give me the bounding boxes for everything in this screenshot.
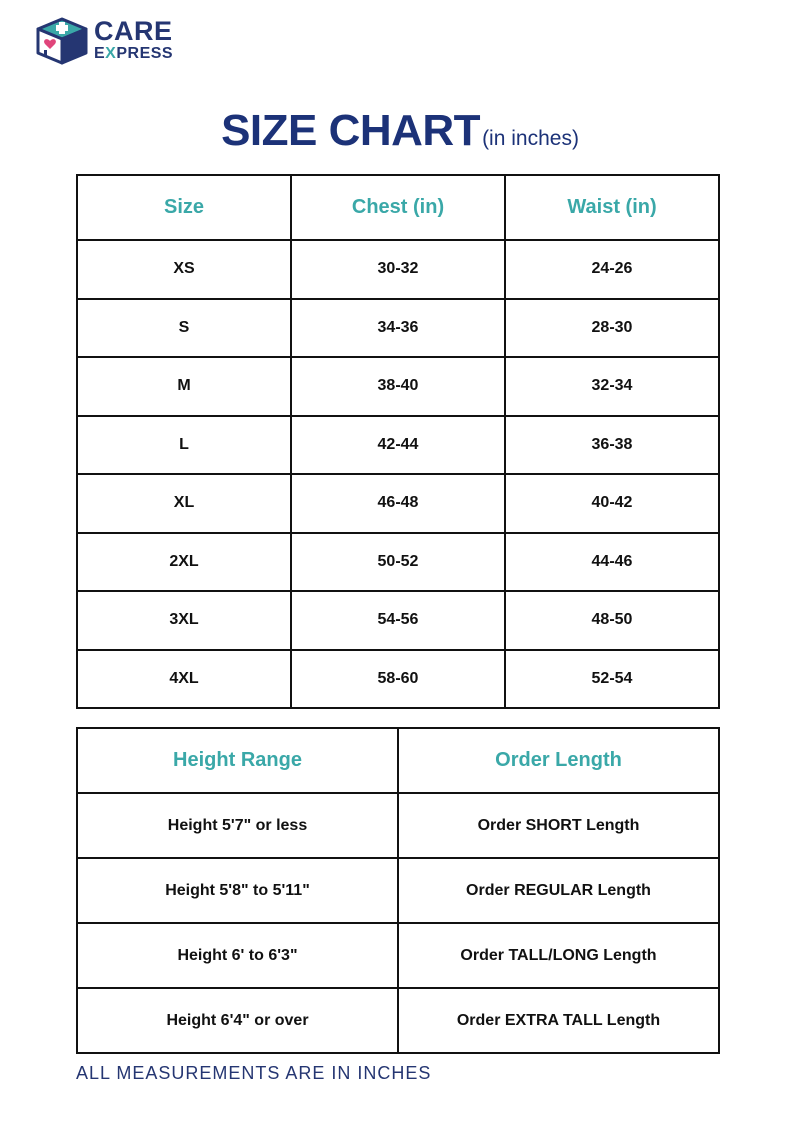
brand-name-line1: CARE	[94, 16, 173, 46]
size-cell: 2XL	[77, 533, 291, 592]
table-row	[77, 988, 719, 1053]
chest-cell: 46-48	[291, 474, 505, 533]
table-row	[77, 240, 719, 299]
order-length-cell: Order TALL/LONG Length	[398, 923, 719, 988]
length-table	[76, 727, 720, 1054]
order-length-cell: Order EXTRA TALL Length	[398, 988, 719, 1053]
size-cell: S	[77, 299, 291, 358]
chest-cell: 42-44	[291, 416, 505, 475]
size-table-header-row	[77, 175, 719, 240]
chest-cell: 30-32	[291, 240, 505, 299]
table-row	[77, 299, 719, 358]
column-header-size: Size	[77, 175, 291, 240]
size-cell: M	[77, 357, 291, 416]
table-row	[77, 416, 719, 475]
height-range-cell: Height 6'4" or over	[77, 988, 398, 1053]
table-row	[77, 591, 719, 650]
table-row	[77, 793, 719, 858]
column-header-chest: Chest (in)	[291, 175, 505, 240]
waist-cell: 32-34	[505, 357, 719, 416]
order-length-cell: Order REGULAR Length	[398, 858, 719, 923]
size-table	[76, 174, 720, 709]
chest-cell: 34-36	[291, 299, 505, 358]
size-cell: XS	[77, 240, 291, 299]
waist-cell: 48-50	[505, 591, 719, 650]
table-row	[77, 858, 719, 923]
height-range-cell: Height 5'7" or less	[77, 793, 398, 858]
table-row	[77, 357, 719, 416]
size-cell: 4XL	[77, 650, 291, 709]
waist-cell: 24-26	[505, 240, 719, 299]
size-cell: L	[77, 416, 291, 475]
height-range-cell: Height 6' to 6'3"	[77, 923, 398, 988]
page-title-main: SIZE CHART	[221, 106, 481, 155]
waist-cell: 40-42	[505, 474, 719, 533]
brand-logo	[34, 15, 173, 65]
column-header-waist: Waist (in)	[505, 175, 719, 240]
size-cell: 3XL	[77, 591, 291, 650]
length-table-header-row	[77, 728, 719, 793]
measurement-footnote: ALL MEASUREMENTS ARE IN INCHES	[76, 1063, 432, 1083]
column-header-order-length: Order Length	[398, 728, 719, 793]
table-row	[77, 650, 719, 709]
table-row	[77, 923, 719, 988]
chest-cell: 50-52	[291, 533, 505, 592]
order-length-cell: Order SHORT Length	[398, 793, 719, 858]
table-row	[77, 533, 719, 592]
page-title	[0, 106, 800, 156]
waist-cell: 52-54	[505, 650, 719, 709]
column-header-height-range: Height Range	[77, 728, 398, 793]
height-range-cell: Height 5'8" to 5'11"	[77, 858, 398, 923]
brand-name-line2: EXPRESS	[94, 45, 174, 62]
waist-cell: 28-30	[505, 299, 719, 358]
chest-cell: 38-40	[291, 357, 505, 416]
chest-cell: 58-60	[291, 650, 505, 709]
size-cell: XL	[77, 474, 291, 533]
table-row	[77, 474, 719, 533]
page-title-unit: (in inches)	[482, 127, 579, 150]
waist-cell: 36-38	[505, 416, 719, 475]
box-logo-icon	[34, 15, 90, 65]
chest-cell: 54-56	[291, 591, 505, 650]
waist-cell: 44-46	[505, 533, 719, 592]
